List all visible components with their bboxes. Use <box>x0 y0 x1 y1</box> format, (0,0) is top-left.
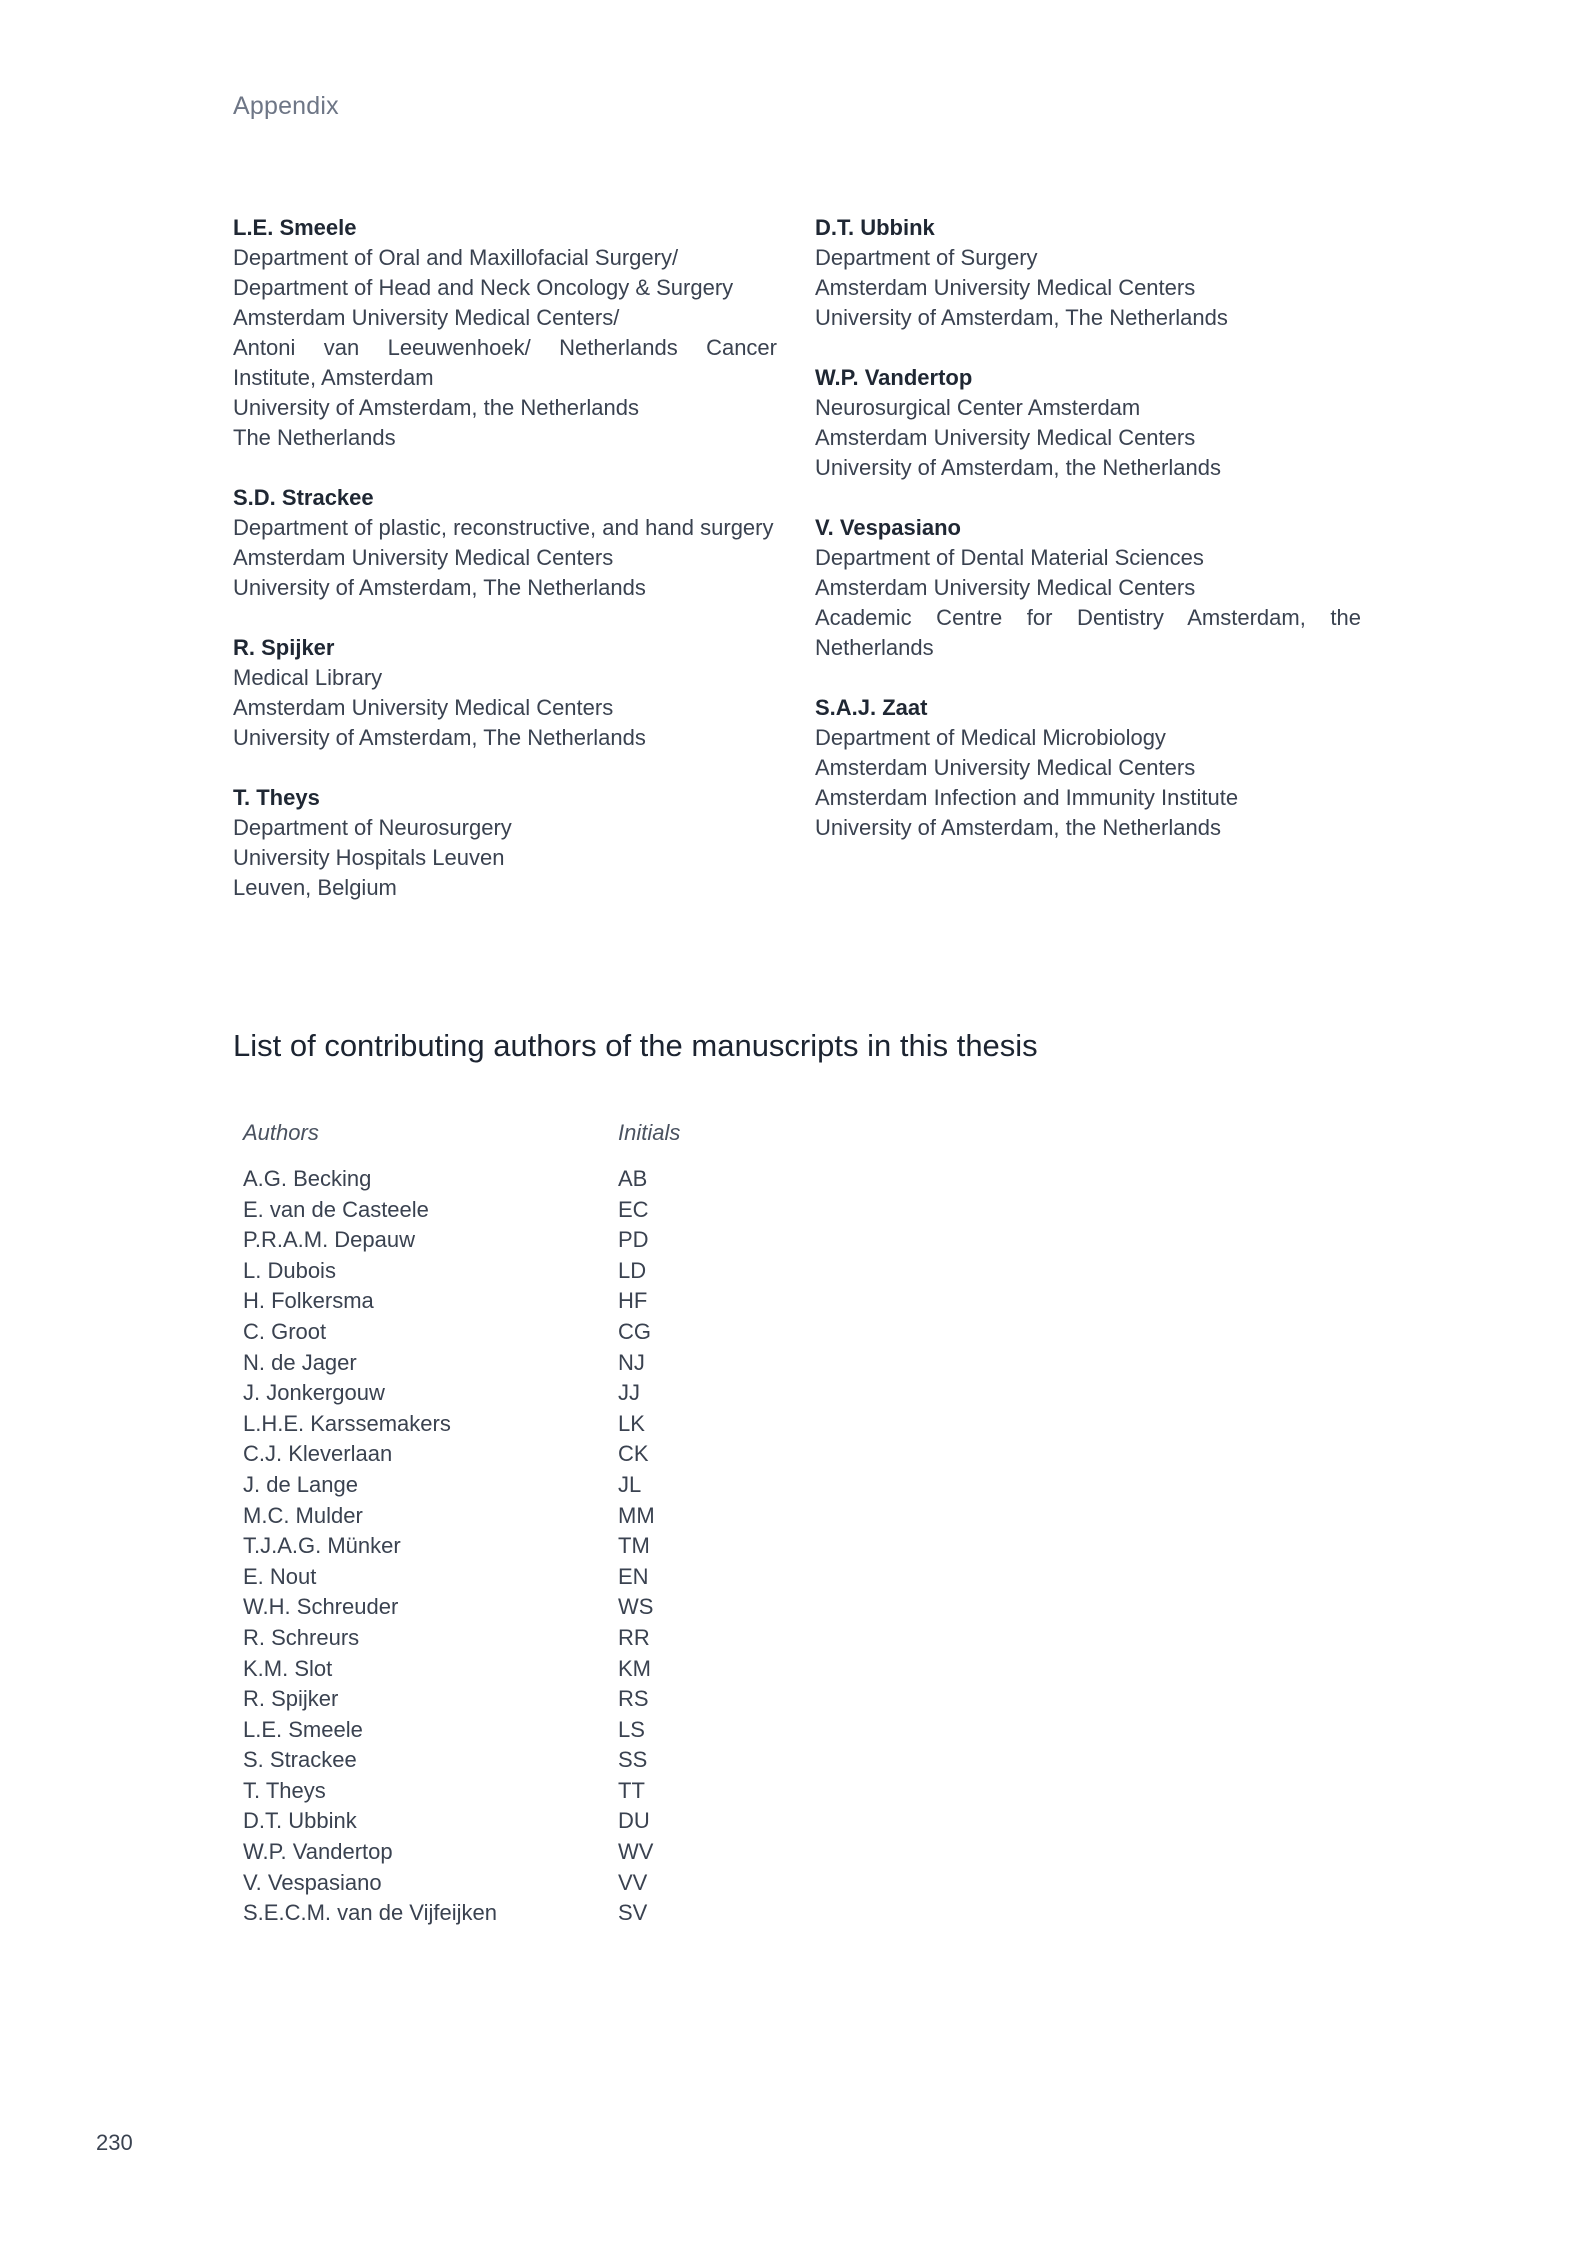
affiliation-author-name: S.A.J. Zaat <box>815 695 928 720</box>
author-name-cell: C. Groot <box>243 1318 327 1344</box>
table-row <box>243 1470 680 1501</box>
affiliation-line: Medical Library <box>233 665 383 690</box>
table-row <box>243 1256 680 1287</box>
author-initials-cell: PD <box>618 1227 649 1253</box>
affiliation-line: Academic Centre for Dentistry Amsterdam, the Netherlands <box>815 605 1361 660</box>
author-name-cell: W.P. Vandertop <box>243 1839 393 1865</box>
affiliation-line: Department of plastic, reconstructive, and hand surgery <box>233 515 774 540</box>
table-row <box>243 1164 680 1195</box>
author-name-cell: P.R.A.M. Depauw <box>243 1227 416 1253</box>
author-initials-cell: TT <box>618 1777 645 1803</box>
affiliation-block <box>815 213 1361 333</box>
author-initials-cell: TM <box>618 1533 650 1559</box>
author-name-cell: S.E.C.M. van de Vijfeijken <box>243 1900 497 1926</box>
table-row <box>243 1654 680 1685</box>
author-initials-cell: JJ <box>618 1380 640 1406</box>
affiliation-line: Amsterdam Infection and Immunity Institute <box>815 785 1239 810</box>
author-initials-cell: RR <box>618 1624 650 1650</box>
affiliation-author-name: S.D. Strackee <box>233 485 374 510</box>
authors-table-body <box>243 1164 680 1929</box>
affiliation-line: Department of Oral and Maxillofacial Surgery/ <box>233 245 679 270</box>
affiliation-line: Amsterdam University Medical Centers <box>815 755 1196 780</box>
author-name-cell: E. Nout <box>243 1563 317 1589</box>
table-row <box>243 1409 680 1440</box>
table-row <box>243 1531 680 1562</box>
author-initials-cell: MM <box>618 1502 655 1528</box>
author-name-cell: L. Dubois <box>243 1257 336 1283</box>
affiliation-line: Neurosurgical Center Amsterdam <box>815 395 1141 420</box>
author-initials-cell: JL <box>618 1471 642 1497</box>
table-row <box>243 1745 680 1776</box>
affiliation-line: University of Amsterdam, The Netherlands <box>815 305 1228 330</box>
author-initials-cell: VV <box>618 1869 648 1895</box>
author-initials-cell: SS <box>618 1747 648 1773</box>
affiliations-right-column <box>815 213 1361 873</box>
table-row <box>243 1623 680 1654</box>
table-row <box>243 1439 680 1470</box>
affiliation-line: University of Amsterdam, The Netherlands <box>233 725 646 750</box>
author-name-cell: J. de Lange <box>243 1471 358 1497</box>
affiliations-left-column <box>233 213 777 933</box>
table-row <box>243 1837 680 1868</box>
table-row <box>243 1715 680 1746</box>
author-name-cell: R. Schreurs <box>243 1624 360 1650</box>
author-name-cell: C.J. Kleverlaan <box>243 1441 393 1467</box>
affiliation-line: Amsterdam University Medical Centers <box>815 575 1196 600</box>
table-row <box>243 1592 680 1623</box>
affiliation-line: Antoni van Leeuwenhoek/ Netherlands Cancer Institute, Amsterdam <box>233 335 777 390</box>
affiliation-author-name: V. Vespasiano <box>815 515 961 540</box>
table-row <box>243 1195 680 1226</box>
author-name-cell: D.T. Ubbink <box>243 1808 357 1834</box>
author-name-cell: W.H. Schreuder <box>243 1594 399 1620</box>
page-number: 230 <box>96 2130 133 2155</box>
author-name-cell: M.C. Mulder <box>243 1502 363 1528</box>
author-name-cell: S. Strackee <box>243 1747 357 1773</box>
affiliation-line: The Netherlands <box>233 425 396 450</box>
affiliation-block <box>815 513 1361 663</box>
author-initials-cell: AB <box>618 1166 648 1191</box>
table-row <box>243 1776 680 1807</box>
author-name-cell: J. Jonkergouw <box>243 1380 385 1406</box>
author-initials-cell: SV <box>618 1900 648 1926</box>
affiliation-author-name: W.P. Vandertop <box>815 365 973 390</box>
authors-table-header-row <box>243 1120 680 1164</box>
table-row <box>243 1806 680 1837</box>
author-initials-cell: WV <box>618 1839 654 1865</box>
table-row <box>243 1562 680 1593</box>
table-row <box>243 1898 680 1929</box>
author-name-cell: A.G. Becking <box>243 1166 372 1191</box>
author-name-cell: H. Folkersma <box>243 1288 374 1314</box>
affiliation-line: Leuven, Belgium <box>233 875 397 900</box>
affiliation-line: University of Amsterdam, the Netherlands <box>815 815 1221 840</box>
column-header-initials: Initials <box>618 1120 681 1145</box>
table-row <box>243 1501 680 1532</box>
running-head: Appendix <box>233 92 339 120</box>
author-initials-cell: CG <box>618 1318 651 1344</box>
author-initials-cell: WS <box>618 1594 654 1620</box>
affiliation-line: University of Amsterdam, the Netherlands <box>815 455 1221 480</box>
section-heading: List of contributing authors of the manuscripts in this thesis <box>233 1028 1038 1063</box>
author-initials-cell: LS <box>618 1716 645 1742</box>
affiliation-line: University of Amsterdam, The Netherlands <box>233 575 646 600</box>
author-initials-cell: HF <box>618 1288 648 1314</box>
author-name-cell: K.M. Slot <box>243 1655 333 1681</box>
author-initials-cell: RS <box>618 1686 649 1712</box>
affiliation-line: Department of Dental Material Sciences <box>815 545 1204 570</box>
affiliation-line: University of Amsterdam, the Netherlands <box>233 395 639 420</box>
author-name-cell: V. Vespasiano <box>243 1869 382 1895</box>
affiliation-line: Department of Neurosurgery <box>233 815 512 840</box>
affiliation-line: Department of Head and Neck Oncology & Surgery <box>233 275 734 300</box>
author-initials-cell: KM <box>618 1655 651 1681</box>
table-row <box>243 1225 680 1256</box>
author-initials-cell: EN <box>618 1563 649 1589</box>
affiliation-line: Amsterdam University Medical Centers <box>815 275 1196 300</box>
author-name-cell: T.J.A.G. Münker <box>243 1533 401 1559</box>
affiliation-block <box>233 783 777 903</box>
affiliation-author-name: R. Spijker <box>233 635 335 660</box>
authors-table <box>243 1120 680 1929</box>
table-row <box>243 1868 680 1899</box>
affiliation-block <box>233 213 777 453</box>
table-row <box>243 1684 680 1715</box>
affiliation-author-name: T. Theys <box>233 785 320 810</box>
affiliation-line: Amsterdam University Medical Centers <box>233 695 614 720</box>
table-row <box>243 1378 680 1409</box>
affiliation-block <box>233 633 777 753</box>
author-initials-cell: CK <box>618 1441 649 1467</box>
column-header-authors: Authors <box>243 1120 319 1145</box>
author-name-cell: R. Spijker <box>243 1686 339 1712</box>
table-row <box>243 1317 680 1348</box>
affiliation-author-name: L.E. Smeele <box>233 215 357 240</box>
affiliation-block <box>233 483 777 603</box>
author-initials-cell: LK <box>618 1410 645 1436</box>
author-initials-cell: LD <box>618 1257 647 1283</box>
affiliation-line: Department of Medical Microbiology <box>815 725 1166 750</box>
affiliation-line: Department of Surgery <box>815 245 1038 270</box>
author-initials-cell: NJ <box>618 1349 645 1375</box>
author-name-cell: L.E. Smeele <box>243 1716 363 1742</box>
affiliation-line: Amsterdam University Medical Centers/ <box>233 305 620 330</box>
affiliation-author-name: D.T. Ubbink <box>815 215 935 240</box>
author-name-cell: E. van de Casteele <box>243 1196 429 1222</box>
affiliation-block <box>815 693 1361 843</box>
author-name-cell: N. de Jager <box>243 1349 357 1375</box>
affiliation-line: Amsterdam University Medical Centers <box>815 425 1196 450</box>
affiliation-line: Amsterdam University Medical Centers <box>233 545 614 570</box>
author-initials-cell: EC <box>618 1196 649 1222</box>
author-initials-cell: DU <box>618 1808 650 1834</box>
affiliation-block <box>815 363 1361 483</box>
affiliation-line: University Hospitals Leuven <box>233 845 505 870</box>
author-name-cell: L.H.E. Karssemakers <box>243 1410 451 1436</box>
table-row <box>243 1348 680 1379</box>
table-row <box>243 1286 680 1317</box>
author-name-cell: T. Theys <box>243 1777 326 1803</box>
